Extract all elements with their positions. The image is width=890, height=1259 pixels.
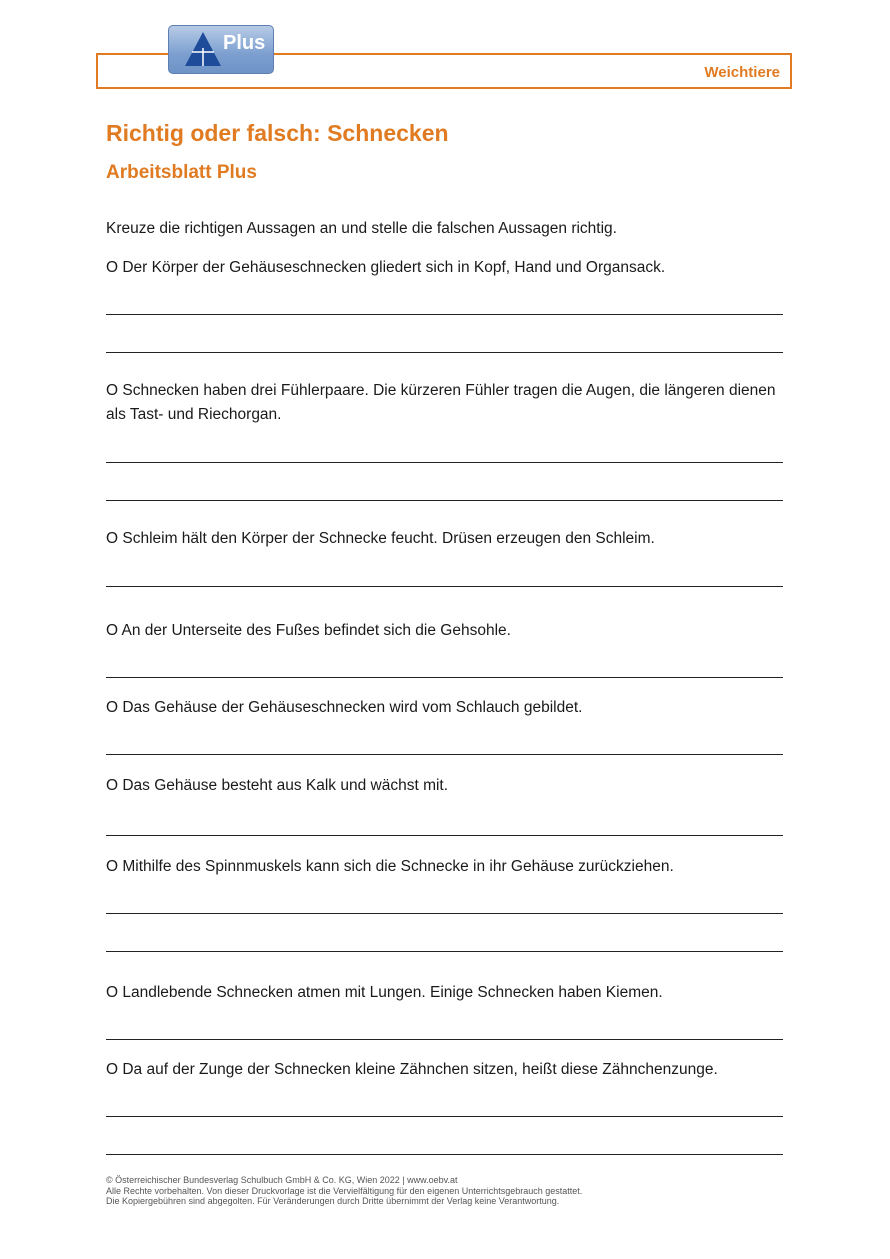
answer-line[interactable] (106, 1154, 783, 1155)
answer-line[interactable] (106, 586, 783, 587)
triangle-logo-icon (183, 30, 223, 68)
answer-line[interactable] (106, 314, 783, 315)
answer-line[interactable] (106, 835, 783, 836)
answer-line[interactable] (106, 913, 783, 914)
plus-logo (168, 25, 274, 74)
statement-5: O Das Gehäuse der Gehäuseschnecken wird vom Schlauch gebildet. (106, 699, 583, 716)
answer-line[interactable] (106, 1116, 783, 1117)
statement-7: O Mithilfe des Spinnmuskels kann sich die Schnecke in ihr Gehäuse zurückziehen. (106, 858, 674, 875)
answer-line[interactable] (106, 500, 783, 501)
answer-line[interactable] (106, 352, 783, 353)
answer-line[interactable] (106, 677, 783, 678)
page-subtitle: Arbeitsblatt Plus (106, 162, 257, 183)
footer-line-2: Alle Rechte vorbehalten. Von dieser Druckvorlage ist die Vervielfältigung für den eigenen Unterrichtsgebrauch gestattet. (106, 1185, 583, 1196)
statement-3: O Schleim hält den Körper der Schnecke feucht. Drüsen erzeugen den Schleim. (106, 530, 655, 547)
statement-6: O Das Gehäuse besteht aus Kalk und wächst mit. (106, 777, 449, 794)
statement-1: O Der Körper der Gehäuseschnecken gliedert sich in Kopf, Hand und Organsack. (106, 259, 666, 276)
logo-text: Plus (223, 32, 266, 54)
copyright-footer (106, 1175, 582, 1207)
footer-line-1: © Österreichischer Bundesverlag Schulbuch GmbH & Co. KG, Wien 2022 | www.oebv.at (106, 1175, 458, 1185)
instruction: Kreuze die richtigen Aussagen an und stelle die falschen Aussagen richtig. (106, 220, 617, 237)
footer-line-3: Die Kopiergebühren sind abgegolten. Für Veränderungen durch Dritte übernimmt der Verlag keine Verantwortung. (106, 1196, 560, 1206)
statement-2: O Schnecken haben drei Fühlerpaare. Die kürzeren Fühler tragen die Augen, die längeren dienen als Tast- und Riechorgan. (106, 382, 776, 423)
answer-line[interactable] (106, 754, 783, 755)
page-title: Richtig oder falsch: Schnecken (106, 120, 449, 146)
section-label: Weichtiere (704, 64, 780, 81)
statement-4: O An der Unterseite des Fußes befindet sich die Gehsohle. (106, 622, 511, 639)
statement-9: O Da auf der Zunge der Schnecken kleine Zähnchen sitzen, heißt diese Zähnchenzunge. (106, 1061, 718, 1078)
answer-line[interactable] (106, 951, 783, 952)
answer-line[interactable] (106, 462, 783, 463)
answer-line[interactable] (106, 1039, 783, 1040)
statement-8: O Landlebende Schnecken atmen mit Lungen. Einige Schnecken haben Kiemen. (106, 984, 663, 1001)
